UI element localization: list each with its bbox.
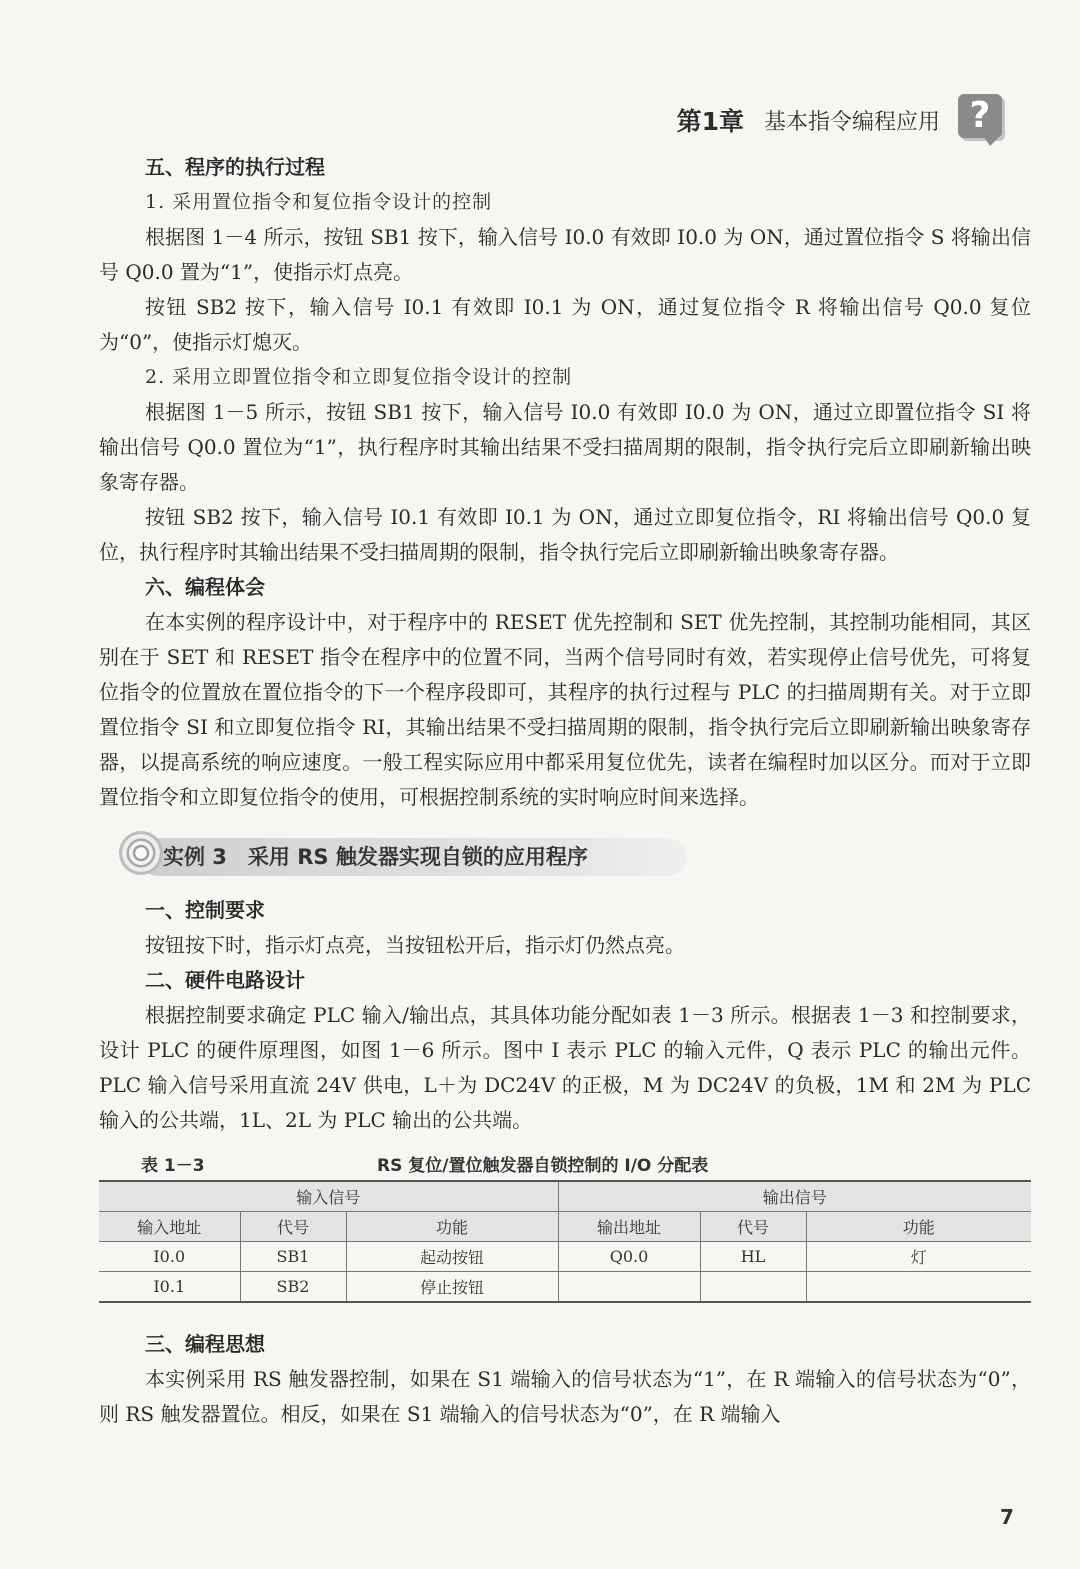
table-group-header [99,1181,1031,1212]
example-banner [119,835,1031,881]
col-header: 输入地址 [99,1212,240,1242]
section-heading: 三、编程思想 [145,1332,265,1356]
paragraph: 按钮 SB2 按下，输入信号 I0.1 有效即 I0.1 为 ON，通过立即复位指令，RI 将输出信号 Q0.0 复位，执行程序时其输出结果不受扫描周期的限制，指令执行完后立即刷新输出映象寄存器。 [99,505,1031,564]
table-cell: SB1 [240,1242,346,1272]
paragraph: 本实例采用 RS 触发器控制，如果在 S1 端输入的信号状态为“1”，在 R 端输入的信号状态为“0”，则 RS 触发器置位。相反，如果在 S1 端输入的信号状态为“0”，在 R 端输入 [99,1367,1031,1426]
section-heading: 二、硬件电路设计 [145,968,305,992]
paragraph: 根据控制要求确定 PLC 输入/输出点，其具体功能分配如表 1－3 所示。根据表 1－3 和控制要求，设计 PLC 的硬件原理图，如图 1－6 所示。图中 I 表示 PLC 的输入元件，Q 表示 PLC 的输出元件。PLC 输入信号采用直流 24V 供电，L＋为 DC24V 的正极，M 为 DC24V 的负极，1M 和 2M 为 PLC 输入的公共端，1L、2L 为 PLC 输出的公共端。 [99,1003,1031,1132]
table-row [99,1242,1031,1272]
section-heading: 一、控制要求 [145,898,265,922]
col-header: 代号 [240,1212,346,1242]
paragraph: 按钮 SB2 按下，输入信号 I0.1 有效即 I0.1 为 ON，通过复位指令 R 将输出信号 Q0.0 复位为“0”，使指示灯熄灭。 [99,295,1031,354]
col-header: 代号 [700,1212,806,1242]
table-cell: 起动按钮 [346,1242,558,1272]
table-cell: I0.0 [99,1242,240,1272]
chapter-title: 基本指令编程应用 [763,109,940,135]
table-number: 表 1－3 [141,1155,205,1176]
page-content [99,150,1031,1432]
subsection-heading: 1. 采用置位指令和复位指令设计的控制 [145,191,493,213]
section-heading: 五、程序的执行过程 [145,155,325,179]
table-cell: HL [700,1242,806,1272]
table-cell [700,1272,806,1303]
table-caption [99,1146,1031,1180]
table-cell: SB2 [240,1272,346,1303]
paragraph: 根据图 1－4 所示，按钮 SB1 按下，输入信号 I0.0 有效即 I0.0 为 ON，通过置位指令 S 将输出信号 Q0.0 置为“1”，使指示灯点亮。 [99,225,1031,284]
subsection-heading: 2. 采用立即置位指令和立即复位指令设计的控制 [145,366,573,388]
group-output-signal: 输出信号 [558,1181,1031,1212]
section-heading: 六、编程体会 [145,575,265,599]
chapter-number: 第1章 [676,107,744,136]
question-mark-icon: ? [958,94,1008,146]
table-row [99,1272,1031,1303]
paragraph: 按钮按下时，指示灯点亮，当按钮松开后，指示灯仍然点亮。 [145,933,685,957]
table-cell: 灯 [806,1242,1031,1272]
io-allocation-table [99,1180,1031,1303]
table-title: RS 复位/置位触发器自锁控制的 I/O 分配表 [377,1155,709,1176]
table-column-header [99,1212,1031,1242]
target-disc-icon [119,831,163,875]
table-cell: I0.1 [99,1272,240,1303]
col-header: 功能 [346,1212,558,1242]
paragraph: 在本实例的程序设计中，对于程序中的 RESET 优先控制和 SET 优先控制，其控制功能相同，其区别在于 SET 和 RESET 指令在程序中的位置不同，当两个信号同时有效，若实现停止信号优先，可将复位指令的位置放在置位指令的下一个程序段即可，其程序的执行过程与 PLC 的扫描周期有关。对于立即置位指令 SI 和立即复位指令 RI，其输出结果不受扫描周期的限制，指令执行完后立即刷新输出映象寄存器，以提高系统的响应速度。一般工程实际应用中都采用复位优先，读者在编程时加以区分。而对于立即置位指令和立即复位指令的使用，可根据控制系统的实时响应时间来选择。 [99,610,1031,809]
table-cell: Q0.0 [558,1242,700,1272]
col-header: 输出地址 [558,1212,700,1242]
table-cell: 停止按钮 [346,1272,558,1303]
col-header: 功能 [806,1212,1031,1242]
group-input-signal: 输入信号 [99,1181,558,1212]
example-title: 实例 3 采用 RS 触发器实现自锁的应用程序 [163,845,588,869]
table-cell [806,1272,1031,1303]
table-cell [558,1272,700,1303]
paragraph: 根据图 1－5 所示，按钮 SB1 按下，输入信号 I0.0 有效即 I0.0 为 ON，通过立即置位指令 SI 将输出信号 Q0.0 置位为“1”，执行程序时其输出结果不受扫描周期的限制，指令执行完后立即刷新输出映象寄存器。 [99,400,1031,494]
chapter-header [677,96,1008,144]
page-number: 7 [1000,1505,1014,1529]
